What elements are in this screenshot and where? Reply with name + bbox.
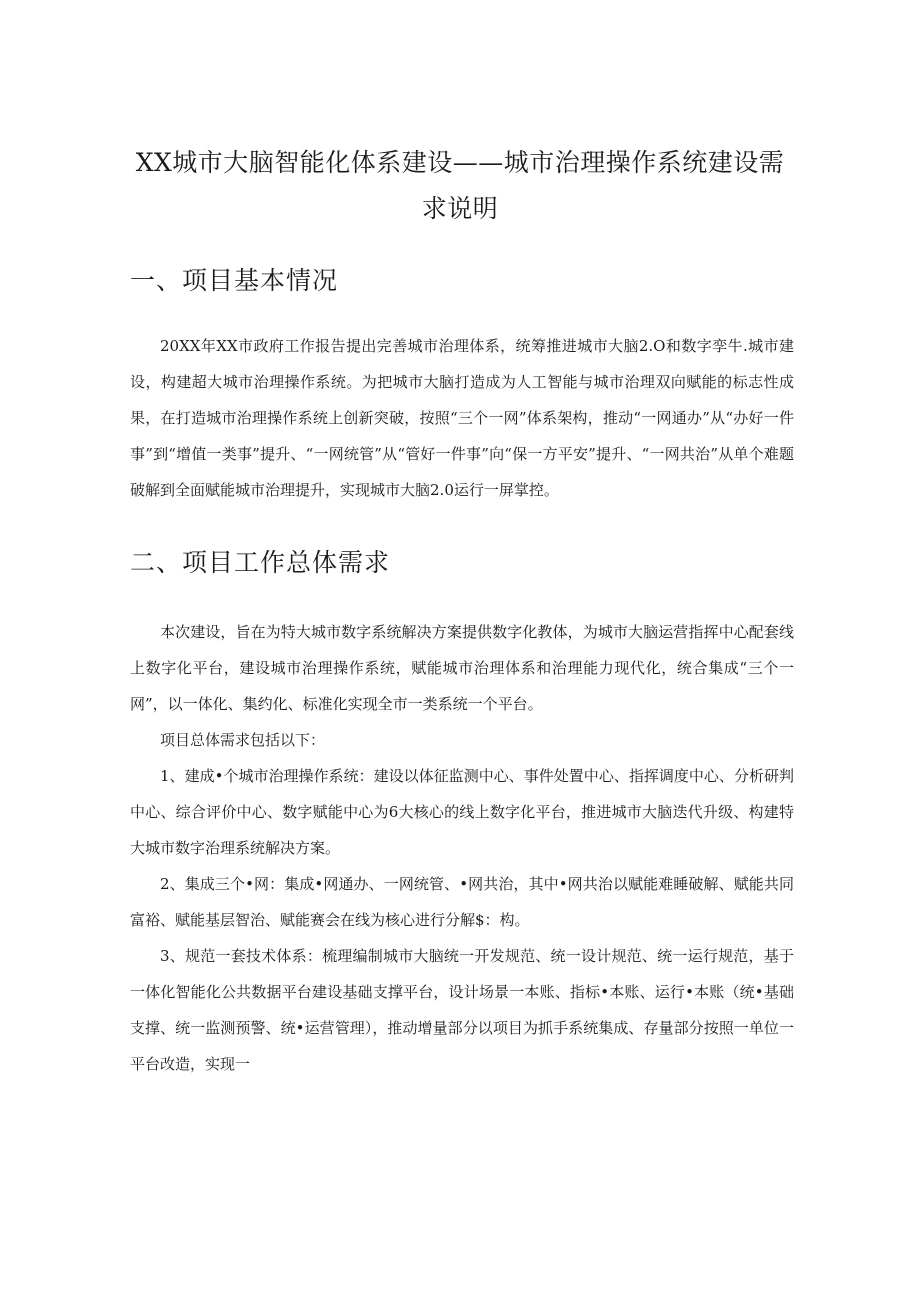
section-1-paragraph-1: 20XX年XX市政府工作报告提出完善城市治理体系，统筹推进城市大脑2.O和数字孪牛.城市建设，构建超大城市治理操作系统。为把城市大脑打造成为人工智能与城市治理双向赋能的标志性成果，在打造城市治理操作系统上创新突破，按照“三个一网”体系架构，推动“一网通办”从“办好一件事”到“增值一类事”提升、“一网统管”从“管好一件事”向“保一方平安”提升、“一网共治”从单个难题破解到全面赋能城市治理提升，实现城市大脑2.0运行一屏掌控。 (130, 337, 794, 499)
section-2-paragraph-2: 项目总体需求包括以下： (160, 731, 326, 749)
document-title: XX城市大脑智能化体系建设——城市治理操作系统建设需求说明 (135, 148, 785, 223)
section-2-paragraph-1: 本次建设，旨在为特大城市数字系统解决方案提供数字化教体，为城市大脑运营指挥中心配套线上数字化平台，建设城市治理操作系统，赋能城市治理体系和治理能力现代化，统合集成“三个一网”，以一体化、集约化、标准化实现全市一类系统一个平台。 (130, 623, 794, 713)
section-2-paragraph-5: 3、规范一套技术体系：梳理编制城市大脑统一开发规范、统一设计规范、统一运行规范，基于一体化智能化公共数据平台建设基础支撑平台，设计场景一本账、指标•本账、运行•本账（统•基础支撑、统一监测预警、统•运营管理），推动增量部分以项目为抓手系统集成、存量部分按照一单位一平台改造，实现一 (130, 947, 794, 1073)
section-heading-1: 一、项目基本情况 (130, 266, 339, 295)
section-2-paragraph-4: 2、集成三个•网：集成•网通办、一网统管、•网共治，其中•网共治以赋能难睡破解、赋能共同富裕、赋能基层智治、赋能赛会在线为核心进行分解$：构。 (130, 875, 794, 929)
section-2-paragraph-3: 1、建成•个城市治理操作系统：建设以体征监测中心、事件处置中心、指挥调度中心、分析研判中心、综合评价中心、数字赋能中心为6大核心的线上数字化平台，推进城市大脑迭代升级、构建特大城市数字治理系统解决方案。 (130, 767, 794, 857)
section-heading-2: 二、项目工作总体需求 (130, 548, 391, 577)
